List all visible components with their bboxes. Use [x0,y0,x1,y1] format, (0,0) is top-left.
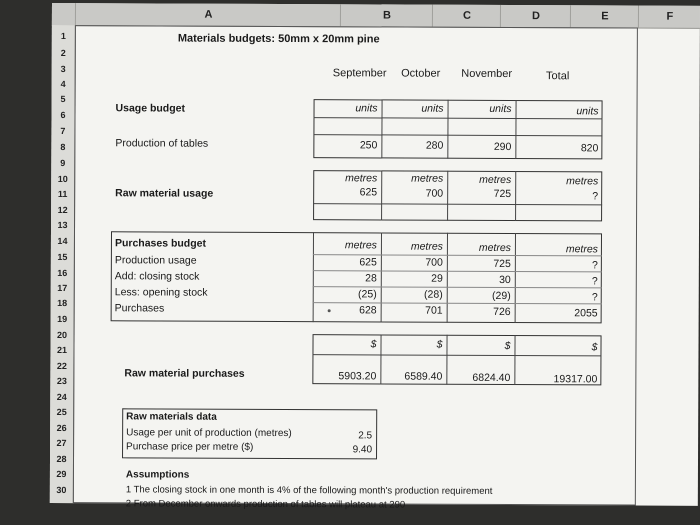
raw-purchases-label: Raw material purchases [124,367,245,380]
raw-purchases-currency-oct: $ [436,338,443,351]
production-nov[interactable]: 290 [493,140,512,154]
purchases-unit-sep: metres [344,239,377,252]
sheet-title: Materials budgets: 50mm x 20mm pine [177,32,380,46]
row-header-10[interactable]: 10 [57,173,68,184]
cursor-dot [328,309,331,312]
raw-usage-label: Raw material usage [115,187,214,200]
row-header-28[interactable]: 28 [56,453,67,464]
usage-unit-sep: units [355,102,378,115]
row-header-29[interactable]: 29 [56,468,67,479]
month-header-october: October [401,67,441,80]
production-oct[interactable]: 280 [425,139,444,152]
purchases-oct-0[interactable]: 700 [425,256,443,269]
row-header-18[interactable]: 18 [57,297,68,308]
raw-usage-unit-oct: metres [411,172,444,185]
purchases-label-closing: Add: closing stock [114,270,200,283]
row-header-8[interactable]: 8 [60,141,66,152]
row-header-7[interactable]: 7 [60,125,66,136]
usage-unit-total: units [576,105,599,118]
row-header-16[interactable]: 16 [57,267,68,278]
purchases-label-purchases: Purchases [114,302,165,315]
raw-data-price-label: Purchase price per metre ($) [126,441,254,453]
row-header-25[interactable]: 25 [56,406,67,417]
row-header-4[interactable]: 4 [60,78,66,89]
row-header-30[interactable]: 30 [56,484,67,495]
purchases-sep-0[interactable]: 625 [359,256,377,269]
row-header-24[interactable]: 24 [56,391,67,402]
purchases-nov-2[interactable]: (29) [492,289,511,303]
column-header-d[interactable]: D [500,5,571,27]
row-header-1[interactable]: 1 [60,30,66,41]
usage-budget-label: Usage budget [115,102,186,115]
purchases-unit-nov: metres [478,241,511,255]
purchases-total-3[interactable]: 2055 [574,307,598,320]
purchases-oct-1[interactable]: 29 [431,272,443,285]
usage-unit-oct: units [421,102,444,115]
row-header-20[interactable]: 20 [57,329,68,340]
row-header-5[interactable]: 5 [60,93,66,104]
row-header-12[interactable]: 12 [57,204,68,215]
purchases-unit-total: metres [565,243,598,256]
row-header-11[interactable]: 11 [57,188,68,199]
purchases-oct-3[interactable]: 701 [425,304,443,317]
purchases-unit-oct: metres [410,240,443,253]
raw-purchases-currency-nov: $ [504,339,511,353]
column-header-c[interactable]: C [432,5,501,27]
raw-purchases-sep[interactable]: 5903.20 [338,370,377,383]
row-header-23[interactable]: 23 [56,375,67,386]
row-header-19[interactable]: 19 [57,313,68,324]
raw-usage-sep[interactable]: 625 [359,186,378,199]
row-header-17[interactable]: 17 [57,282,68,293]
raw-data-usage-value[interactable]: 2.5 [358,430,373,442]
purchases-label-production: Production usage [114,254,197,267]
column-header-b[interactable]: B [340,4,433,26]
row-header-27[interactable]: 27 [56,437,67,448]
assumption-item-1: 1 The closing stock in one month is 4% of the following month's production requirement [125,484,493,497]
raw-purchases-oct[interactable]: 6589.40 [404,370,443,383]
purchases-total-2[interactable]: ? [591,291,598,304]
raw-usage-oct[interactable]: 700 [425,187,444,200]
usage-unit-nov: units [489,102,512,116]
assumption-item-2: 2 From December onwards production of tables will plateau at 290 [125,498,406,511]
raw-data-title: Raw materials data [126,411,217,423]
raw-usage-unit-nov: metres [479,173,512,187]
month-header-september: September [332,67,387,80]
raw-purchases-total[interactable]: 19317.00 [553,373,598,386]
row-header-6[interactable]: 6 [60,109,66,120]
row-header-22[interactable]: 22 [56,360,67,371]
production-total[interactable]: 820 [580,142,599,155]
purchases-label-opening: Less: opening stock [114,286,208,299]
raw-data-usage-label: Usage per unit of production (metres) [126,427,292,440]
purchases-sep-3[interactable]: 628 [359,304,377,317]
raw-purchases-currency-total: $ [591,341,598,354]
row-header-3[interactable]: 3 [60,63,66,74]
spreadsheet [50,3,700,511]
production-label: Production of tables [115,137,209,150]
column-header-a[interactable]: A [75,3,341,26]
purchases-sep-1[interactable]: 28 [365,272,377,285]
row-header-9[interactable]: 9 [60,157,66,168]
column-header-e[interactable]: E [570,5,639,27]
purchases-nov-3[interactable]: 726 [493,305,511,319]
raw-usage-unit-sep: metres [345,172,378,185]
purchases-nov-1[interactable]: 30 [499,273,511,287]
row-header-2[interactable]: 2 [60,47,66,58]
raw-purchases-nov[interactable]: 6824.40 [472,371,511,385]
row-header-21[interactable]: 21 [56,344,68,355]
raw-data-price-value[interactable]: 9.40 [352,444,373,456]
purchases-total-0[interactable]: ? [591,259,598,272]
purchases-nov-0[interactable]: 725 [493,257,511,271]
raw-purchases-currency-sep: $ [370,338,377,351]
row-header-15[interactable]: 15 [57,251,68,262]
assumptions-title: Assumptions [125,469,190,481]
row-header-14[interactable]: 14 [57,235,68,246]
month-header-november: November [461,67,513,81]
purchases-oct-2[interactable]: (28) [424,288,443,301]
month-header-total: Total [546,70,570,83]
purchases-total-1[interactable]: ? [591,275,598,288]
column-header-f[interactable]: F [638,6,700,28]
row-header-26[interactable]: 26 [56,422,67,433]
purchases-sep-2[interactable]: (25) [358,288,377,301]
raw-usage-total[interactable]: ? [592,190,599,203]
raw-usage-unit-total: metres [566,175,599,188]
row-header-13[interactable]: 13 [57,219,68,230]
raw-usage-nov[interactable]: 725 [493,187,512,201]
production-sep[interactable]: 250 [359,139,378,152]
purchases-budget-title: Purchases budget [114,237,207,250]
